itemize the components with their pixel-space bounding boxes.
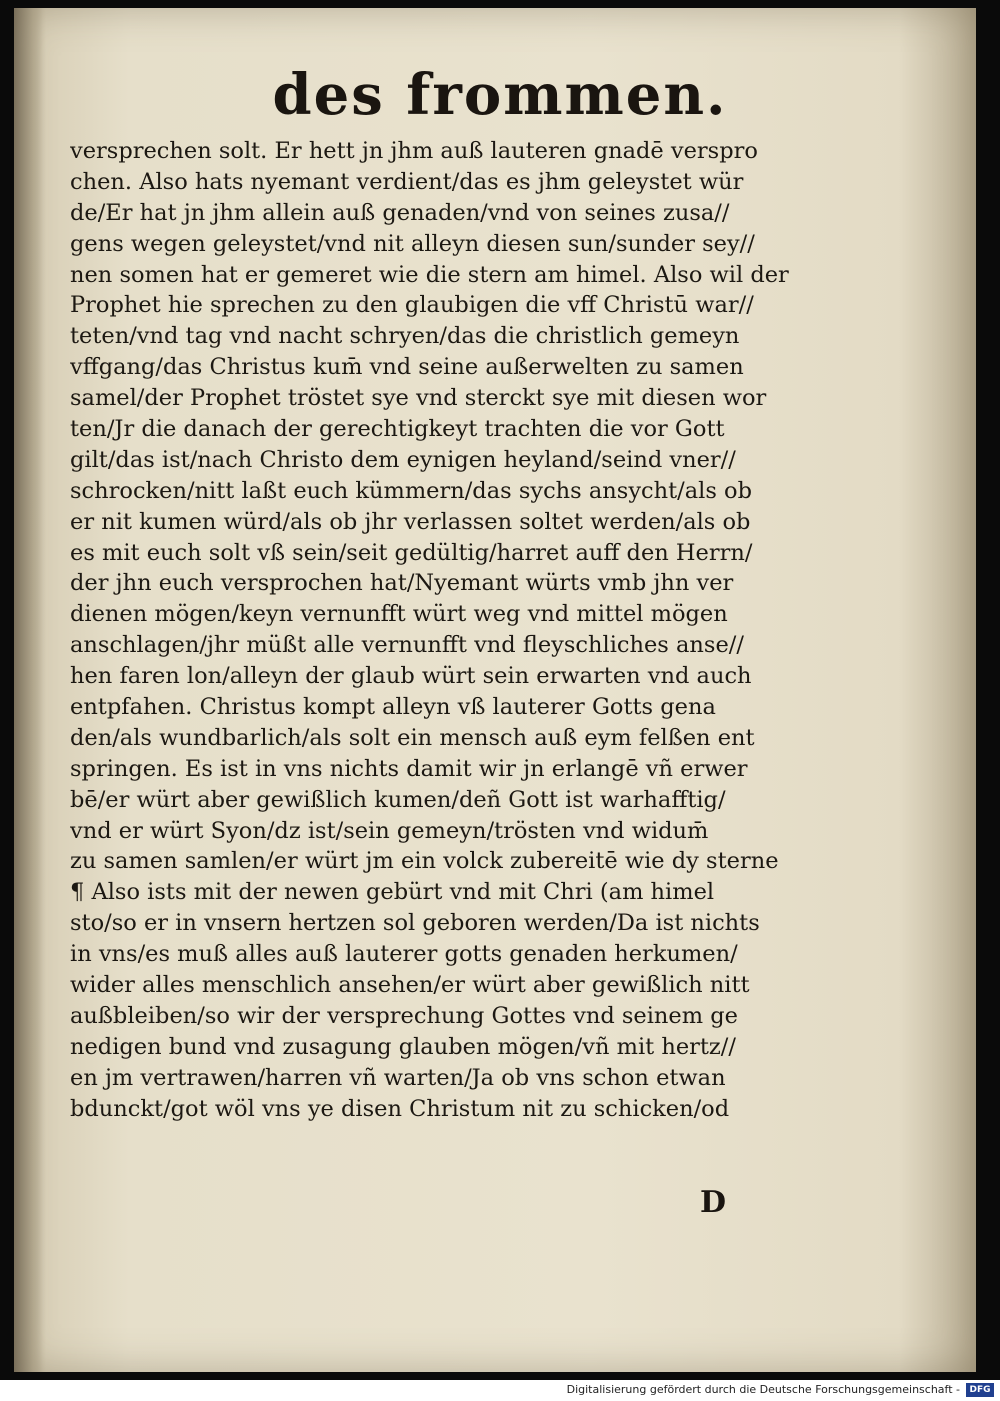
text-line: bdunckt/got wöl vns ye disen Christum nit zu schicken/od (70, 1095, 730, 1122)
footer-credit: Digitalisierung gefördert durch die Deutsche Forschungsgemeinschaft - (566, 1383, 960, 1396)
text-line: springen. Es ist in vns nichts damit wir jn erlangē vñ erwer (70, 755, 748, 782)
text-line: teten/vnd tag vnd nacht schryen/das die christlich gemeyn (70, 323, 740, 350)
text-line: in vns/es muß alles auß lauterer gotts genaden herkumen/ (70, 941, 738, 968)
text-line: sto/so er in vnsern hertzen sol geboren werden/Da ist nichts (70, 910, 760, 937)
text-line: schrocken/nitt laßt euch kümmern/das sychs ansycht/als ob (70, 477, 753, 504)
text-line: der jhn euch versprochen hat/Nyemant würts vmb jhn ver (70, 570, 734, 597)
text-line: nen somen hat er gemeret wie die stern am himel. Also wil der (70, 261, 789, 288)
page-gutter-shadow (14, 8, 46, 1372)
text-line: bē/er würt aber gewißlich kumen/deñ Gott ist warhafftig/ (70, 786, 726, 813)
text-line: samel/der Prophet tröstet sye vnd sterckt sye mit diesen wor (70, 385, 767, 412)
text-line: dienen mögen/keyn vernunfft würt weg vnd mittel mögen (70, 601, 728, 628)
text-line: entpfahen. Christus kompt alleyn vß lauterer Gotts gena (70, 694, 716, 721)
text-line: wider alles menschlich ansehen/er würt aber gewißlich nitt (70, 972, 750, 999)
text-line: vnd er würt Syon/dz ist/sein gemeyn/trösten vnd widum̄ (70, 817, 709, 844)
text-line: anschlagen/jhr müßt alle vernunfft vnd fleyschliches anse// (70, 632, 744, 659)
text-line: gilt/das ist/nach Christo dem eynigen heyland/seind vner// (70, 446, 736, 473)
text-line: außbleiben/so wir der versprechung Gottes vnd seinem ge (70, 1002, 738, 1029)
text-line: nedigen bund vnd zusagung glauben mögen/vñ mit hertz// (70, 1033, 736, 1060)
running-header: des frommen. (272, 62, 728, 128)
text-line: Prophet hie sprechen zu den glaubigen die vff Christū war// (70, 292, 754, 319)
text-line: zu samen samlen/er würt jm ein volck zubereitē wie dy sterne (70, 848, 779, 875)
text-line: er nit kumen würd/als ob jhr verlassen soltet werden/als ob (70, 508, 751, 535)
dfg-logo: DFG (966, 1383, 994, 1397)
text-line: den/als wundbarlich/als solt ein mensch auß eym felßen ent (70, 724, 755, 751)
text-line: gens wegen geleystet/vnd nit alleyn diesen sun/sunder sey// (70, 230, 755, 257)
text-line: es mit euch solt vß sein/seit gedültig/harret auff den Herrn/ (70, 539, 753, 566)
text-line: ¶ Also ists mit der newen gebürt vnd mit Chri (am himel (70, 879, 715, 906)
text-line: versprechen solt. Er hett jn jhm auß lauteren gnadē verspro (70, 138, 758, 164)
signature-mark: D (700, 1185, 727, 1220)
text-line: hen faren lon/alleyn der glaub würt sein erwarten vnd auch (70, 663, 752, 690)
text-line: en jm vertrawen/harren vñ warten/Ja ob vns schon etwan (70, 1064, 726, 1091)
text-line: de/Er hat jn jhm allein auß genaden/vnd von seines zusa// (70, 199, 730, 226)
text-line: vffgang/das Christus kum̄ vnd seine außerwelten zu samen (70, 354, 744, 381)
footer-bar (0, 1380, 1000, 1401)
text-line: chen. Also hats nyemant verdient/das es jhm geleystet wür (70, 168, 744, 195)
body-text (70, 136, 810, 1125)
text-line: ten/Jr die danach der gerechtigkeyt trachten die vor Gott (70, 416, 725, 443)
